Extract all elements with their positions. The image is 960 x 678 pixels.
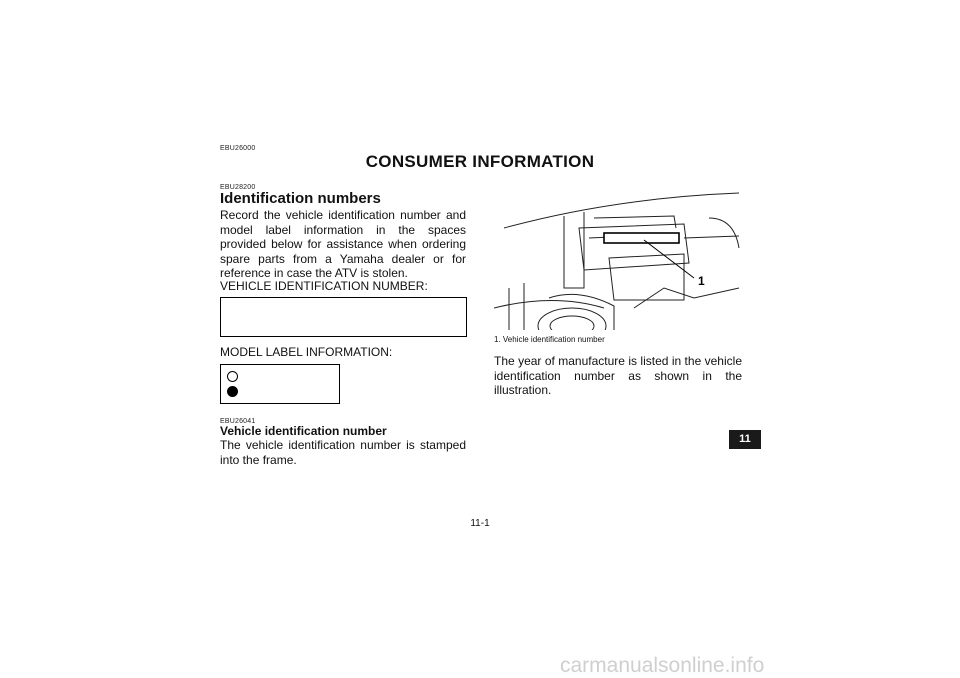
subsection-heading: Vehicle identification number (220, 424, 387, 438)
page-title: CONSUMER INFORMATION (365, 152, 595, 171)
model-label-box (220, 364, 340, 404)
page-number: 11-1 (470, 518, 490, 529)
hollow-circle-icon (227, 371, 238, 382)
body-paragraph: Record the vehicle identification number and model label information in the spaces provided below for assistance when ordering spare parts from a Yamaha dealer or for reference in case the ATV is stolen. (220, 208, 466, 280)
section-code: EBU26000 (220, 145, 256, 152)
chapter-tab: 11 (729, 430, 761, 449)
body-paragraph: The year of manufacture is listed in the vehicle identification number as shown in the illustration. (494, 354, 742, 397)
section-heading: Identification numbers (220, 190, 381, 207)
watermark: carmanualsonline.info (560, 654, 765, 677)
figure-caption: 1. Vehicle identification number (494, 335, 605, 344)
section-code: EBU28200 (220, 184, 256, 191)
filled-circle-icon (227, 386, 238, 397)
vin-entry-box (220, 297, 467, 337)
section-code: EBU26041 (220, 418, 256, 425)
figure-callout: 1 (698, 274, 705, 288)
vin-location-illustration (494, 188, 744, 330)
body-paragraph: The vehicle identification number is stamped into the frame. (220, 438, 466, 467)
vin-label: VEHICLE IDENTIFICATION NUMBER: (220, 279, 428, 293)
model-label: MODEL LABEL INFORMATION: (220, 345, 393, 359)
